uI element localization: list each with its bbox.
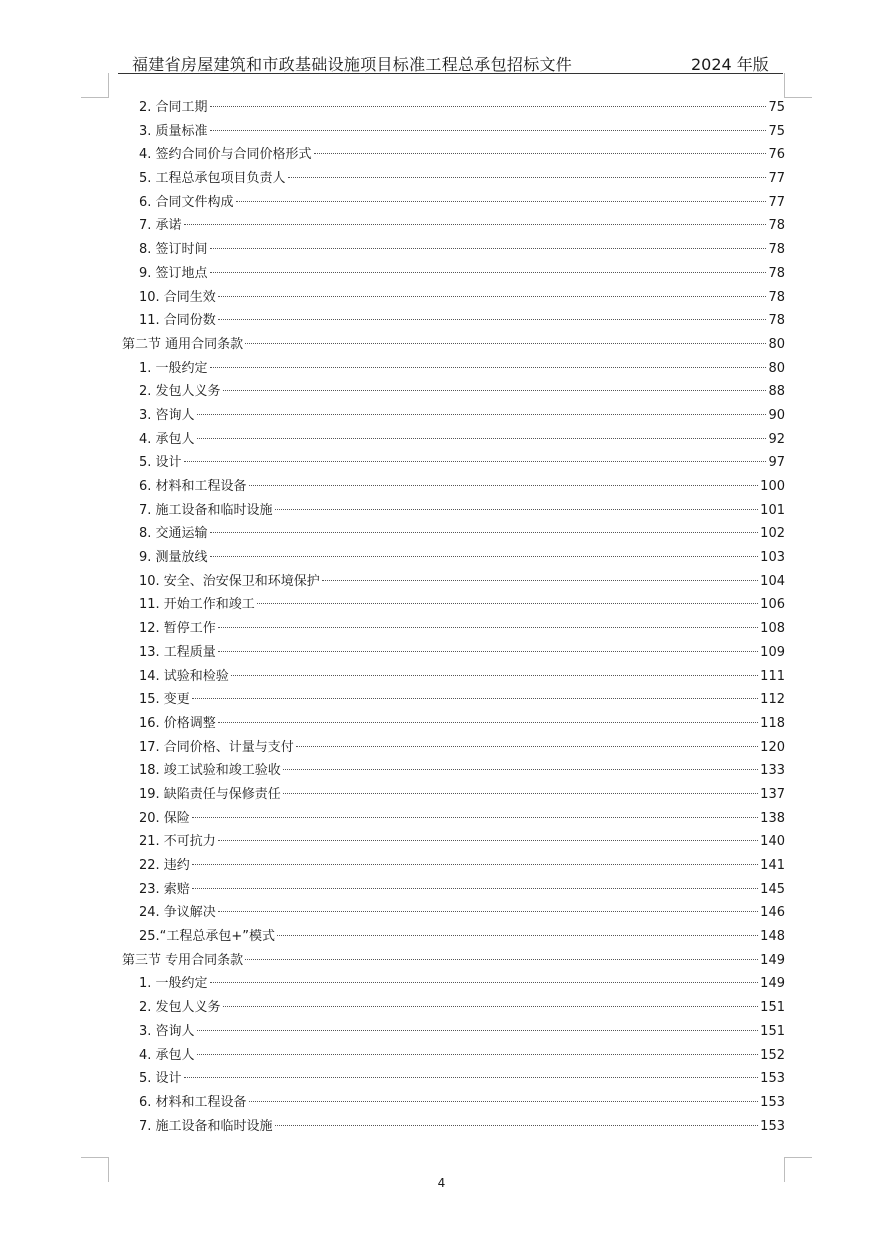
toc-entry[interactable] (122, 1020, 785, 1044)
toc-leader-dots (218, 722, 758, 723)
crop-mark-top-right (784, 73, 812, 98)
toc-entry-page: 111 (760, 668, 785, 684)
toc-entry[interactable] (122, 1115, 785, 1139)
toc-leader-dots (197, 1054, 759, 1055)
toc-leader-dots (277, 935, 758, 936)
toc-entry-label: 19. 缺陷责任与保修责任 (139, 786, 281, 802)
toc-entry-page: 77 (768, 171, 785, 187)
toc-entry-page: 77 (768, 194, 785, 210)
header-rule (118, 73, 783, 74)
toc-entry[interactable] (122, 736, 785, 760)
toc-entry-label: 2. 合同工期 (139, 100, 208, 115)
toc-leader-dots (184, 1077, 759, 1078)
toc-entry-page: 138 (760, 810, 785, 826)
toc-leader-dots (210, 272, 767, 273)
toc-entry-label: 4. 承包人 (139, 1047, 195, 1063)
toc-entry-label: 5. 工程总承包项目负责人 (139, 171, 286, 187)
toc-entry[interactable] (122, 522, 785, 546)
toc-entry[interactable] (122, 617, 785, 641)
toc-leader-dots (275, 1125, 759, 1126)
toc-leader-dots (210, 248, 767, 249)
toc-entry[interactable] (122, 143, 785, 167)
toc-entry[interactable] (122, 593, 785, 617)
toc-entry[interactable] (122, 380, 785, 404)
toc-entry-page: 145 (760, 881, 785, 897)
toc-entry-page: 75 (768, 100, 785, 115)
toc-entry-label: 4. 签约合同价与合同价格形式 (139, 147, 312, 163)
toc-entry-page: 149 (760, 952, 785, 968)
toc-entry-label: 第三节 专用合同条款 (122, 952, 244, 968)
toc-entry-label: 9. 测量放线 (139, 550, 208, 566)
toc-entry-page: 112 (760, 692, 785, 708)
page-number: 4 (437, 1176, 446, 1190)
toc-leader-dots (192, 698, 758, 699)
toc-entry-label: 1. 一般约定 (139, 360, 208, 376)
toc-entry-page: 90 (768, 407, 785, 423)
toc-entry[interactable] (122, 783, 785, 807)
toc-entry[interactable] (122, 972, 785, 996)
toc-entry-label: 17. 合同价格、计量与支付 (139, 739, 294, 755)
toc-leader-dots (245, 343, 766, 344)
toc-entry-page: 106 (760, 597, 785, 613)
toc-entry-label: 8. 交通运输 (139, 526, 208, 542)
toc-entry-page: 153 (760, 1118, 785, 1134)
toc-section-entry[interactable] (122, 333, 785, 357)
toc-leader-dots (249, 1101, 759, 1102)
toc-leader-dots (322, 580, 758, 581)
toc-entry[interactable] (122, 120, 785, 144)
toc-entry-page: 102 (760, 526, 785, 542)
toc-leader-dots (275, 509, 759, 510)
table-of-contents (122, 96, 785, 1138)
toc-entry-page: 149 (760, 976, 785, 992)
toc-entry-label: 18. 竣工试验和竣工验收 (139, 763, 281, 779)
toc-entry-label: 7. 施工设备和临时设施 (139, 1118, 273, 1134)
toc-leader-dots (257, 603, 758, 604)
toc-entry-page: 120 (760, 739, 785, 755)
toc-entry-label: 8. 签订时间 (139, 242, 208, 258)
toc-entry[interactable] (122, 262, 785, 286)
toc-leader-dots (210, 130, 767, 131)
toc-leader-dots (218, 651, 758, 652)
toc-leader-dots (288, 177, 767, 178)
toc-leader-dots (210, 106, 767, 107)
toc-entry-label: 7. 承诺 (139, 218, 182, 234)
toc-entry[interactable] (122, 546, 785, 570)
toc-entry[interactable] (122, 901, 785, 925)
toc-entry-label: 11. 合同份数 (139, 313, 216, 329)
toc-entry[interactable] (122, 286, 785, 310)
toc-entry[interactable] (122, 925, 785, 949)
toc-entry-page: 78 (768, 289, 785, 305)
toc-entry[interactable] (122, 404, 785, 428)
toc-entry-page: 133 (760, 763, 785, 779)
toc-entry-page: 76 (768, 147, 785, 163)
toc-entry-page: 104 (760, 573, 785, 589)
toc-leader-dots (210, 367, 767, 368)
toc-leader-dots (197, 438, 767, 439)
toc-leader-dots (192, 864, 758, 865)
toc-entry-page: 151 (760, 1000, 785, 1016)
toc-entry[interactable] (122, 688, 785, 712)
toc-entry[interactable] (122, 854, 785, 878)
toc-entry-label: 10. 安全、治安保卫和环境保护 (139, 573, 320, 589)
toc-entry-label: 4. 承包人 (139, 431, 195, 447)
toc-entry-label: 11. 开始工作和竣工 (139, 597, 255, 613)
toc-leader-dots (210, 982, 759, 983)
toc-leader-dots (283, 769, 758, 770)
toc-entry-label: 14. 试验和检验 (139, 668, 229, 684)
toc-entry-label: 13. 工程质量 (139, 644, 216, 660)
toc-entry[interactable] (122, 309, 785, 333)
toc-entry[interactable] (122, 96, 785, 120)
toc-leader-dots (192, 888, 758, 889)
toc-leader-dots (223, 390, 767, 391)
toc-entry[interactable] (122, 996, 785, 1020)
toc-entry-page: 80 (768, 336, 785, 352)
toc-leader-dots (218, 296, 767, 297)
toc-entry-label: 15. 变更 (139, 692, 190, 708)
toc-leader-dots (249, 485, 759, 486)
toc-entry[interactable] (122, 1044, 785, 1068)
toc-entry[interactable] (122, 191, 785, 215)
toc-entry-page: 140 (760, 834, 785, 850)
toc-entry-page: 75 (768, 123, 785, 139)
toc-entry[interactable] (122, 830, 785, 854)
toc-leader-dots (314, 153, 767, 154)
toc-entry[interactable] (122, 712, 785, 736)
toc-entry-label: 6. 合同文件构成 (139, 194, 234, 210)
toc-entry-page: 118 (760, 715, 785, 731)
toc-entry-label: 5. 设计 (139, 1071, 182, 1087)
toc-leader-dots (236, 201, 767, 202)
toc-entry-page: 141 (760, 858, 785, 873)
toc-entry[interactable] (122, 428, 785, 452)
toc-leader-dots (184, 461, 767, 462)
toc-entry[interactable] (122, 807, 785, 831)
toc-entry-label: 3. 咨询人 (139, 407, 195, 423)
toc-entry-page: 137 (760, 786, 785, 802)
toc-entry-page: 100 (760, 479, 785, 494)
toc-entry[interactable] (122, 214, 785, 238)
toc-entry-label: 5. 设计 (139, 455, 182, 471)
toc-entry-label: 3. 质量标准 (139, 123, 208, 139)
toc-entry-page: 153 (760, 1094, 785, 1110)
toc-entry-label: 24. 争议解决 (139, 905, 216, 921)
toc-entry-page: 153 (760, 1071, 785, 1087)
toc-leader-dots (192, 817, 758, 818)
toc-entry[interactable] (122, 499, 785, 523)
toc-entry-page: 78 (768, 218, 785, 234)
toc-entry-label: 23. 索赔 (139, 881, 190, 897)
toc-entry-page: 109 (760, 644, 785, 660)
toc-leader-dots (283, 793, 758, 794)
toc-entry-page: 151 (760, 1023, 785, 1039)
toc-entry[interactable] (122, 570, 785, 594)
toc-entry-label: 6. 材料和工程设备 (139, 1094, 247, 1110)
toc-entry[interactable] (122, 759, 785, 783)
toc-leader-dots (231, 675, 758, 676)
toc-entry[interactable] (122, 1067, 785, 1091)
toc-entry[interactable] (122, 451, 785, 475)
toc-entry-page: 88 (768, 384, 785, 400)
toc-entry-page: 92 (768, 431, 785, 447)
toc-entry[interactable] (122, 665, 785, 689)
crop-mark-top-left (81, 73, 109, 98)
toc-entry-page: 146 (760, 905, 785, 921)
toc-entry-label: 12. 暂停工作 (139, 621, 216, 637)
toc-leader-dots (223, 1006, 759, 1007)
toc-entry-page: 152 (760, 1047, 785, 1063)
toc-entry-page: 78 (768, 242, 785, 258)
toc-entry-label: 2. 发包人义务 (139, 384, 221, 400)
toc-entry-page: 97 (768, 455, 785, 471)
toc-entry-label: 第二节 通用合同条款 (122, 336, 244, 352)
toc-entry[interactable] (122, 475, 785, 499)
toc-entry-label: 2. 发包人义务 (139, 1000, 221, 1016)
toc-entry-label: 22. 违约 (139, 858, 190, 873)
toc-entry[interactable] (122, 167, 785, 191)
toc-entry[interactable] (122, 878, 785, 902)
toc-leader-dots (210, 532, 759, 533)
toc-leader-dots (184, 224, 767, 225)
toc-entry[interactable] (122, 238, 785, 262)
toc-leader-dots (218, 911, 758, 912)
toc-entry[interactable] (122, 1091, 785, 1115)
toc-entry-page: 148 (760, 929, 785, 945)
toc-entry-page: 101 (760, 502, 785, 518)
toc-leader-dots (197, 1030, 759, 1031)
toc-entry-label: 25.“工程总承包+”模式 (139, 929, 276, 945)
toc-entry-label: 3. 咨询人 (139, 1023, 195, 1039)
toc-entry-label: 16. 价格调整 (139, 715, 216, 731)
toc-leader-dots (218, 840, 758, 841)
toc-entry-page: 103 (760, 550, 785, 566)
toc-leader-dots (210, 556, 759, 557)
toc-entry-page: 80 (768, 360, 785, 376)
toc-leader-dots (218, 627, 758, 628)
toc-entry[interactable] (122, 357, 785, 381)
toc-entry-label: 7. 施工设备和临时设施 (139, 502, 273, 518)
toc-entry-label: 20. 保险 (139, 810, 190, 826)
toc-entry[interactable] (122, 641, 785, 665)
toc-entry-label: 21. 不可抗力 (139, 834, 216, 850)
toc-section-entry[interactable] (122, 949, 785, 973)
toc-entry-page: 78 (768, 265, 785, 281)
running-header-edition: 2024 年版 (691, 55, 769, 74)
toc-leader-dots (197, 414, 767, 415)
toc-entry-label: 6. 材料和工程设备 (139, 479, 247, 494)
toc-entry-label: 9. 签订地点 (139, 265, 208, 281)
toc-leader-dots (218, 319, 767, 320)
toc-entry-page: 108 (760, 621, 785, 637)
toc-leader-dots (245, 959, 758, 960)
toc-entry-label: 10. 合同生效 (139, 289, 216, 305)
toc-leader-dots (296, 746, 758, 747)
toc-entry-label: 1. 一般约定 (139, 976, 208, 992)
toc-entry-page: 78 (768, 313, 785, 329)
running-header-title: 福建省房屋建筑和市政基础设施项目标准工程总承包招标文件 (132, 55, 573, 74)
